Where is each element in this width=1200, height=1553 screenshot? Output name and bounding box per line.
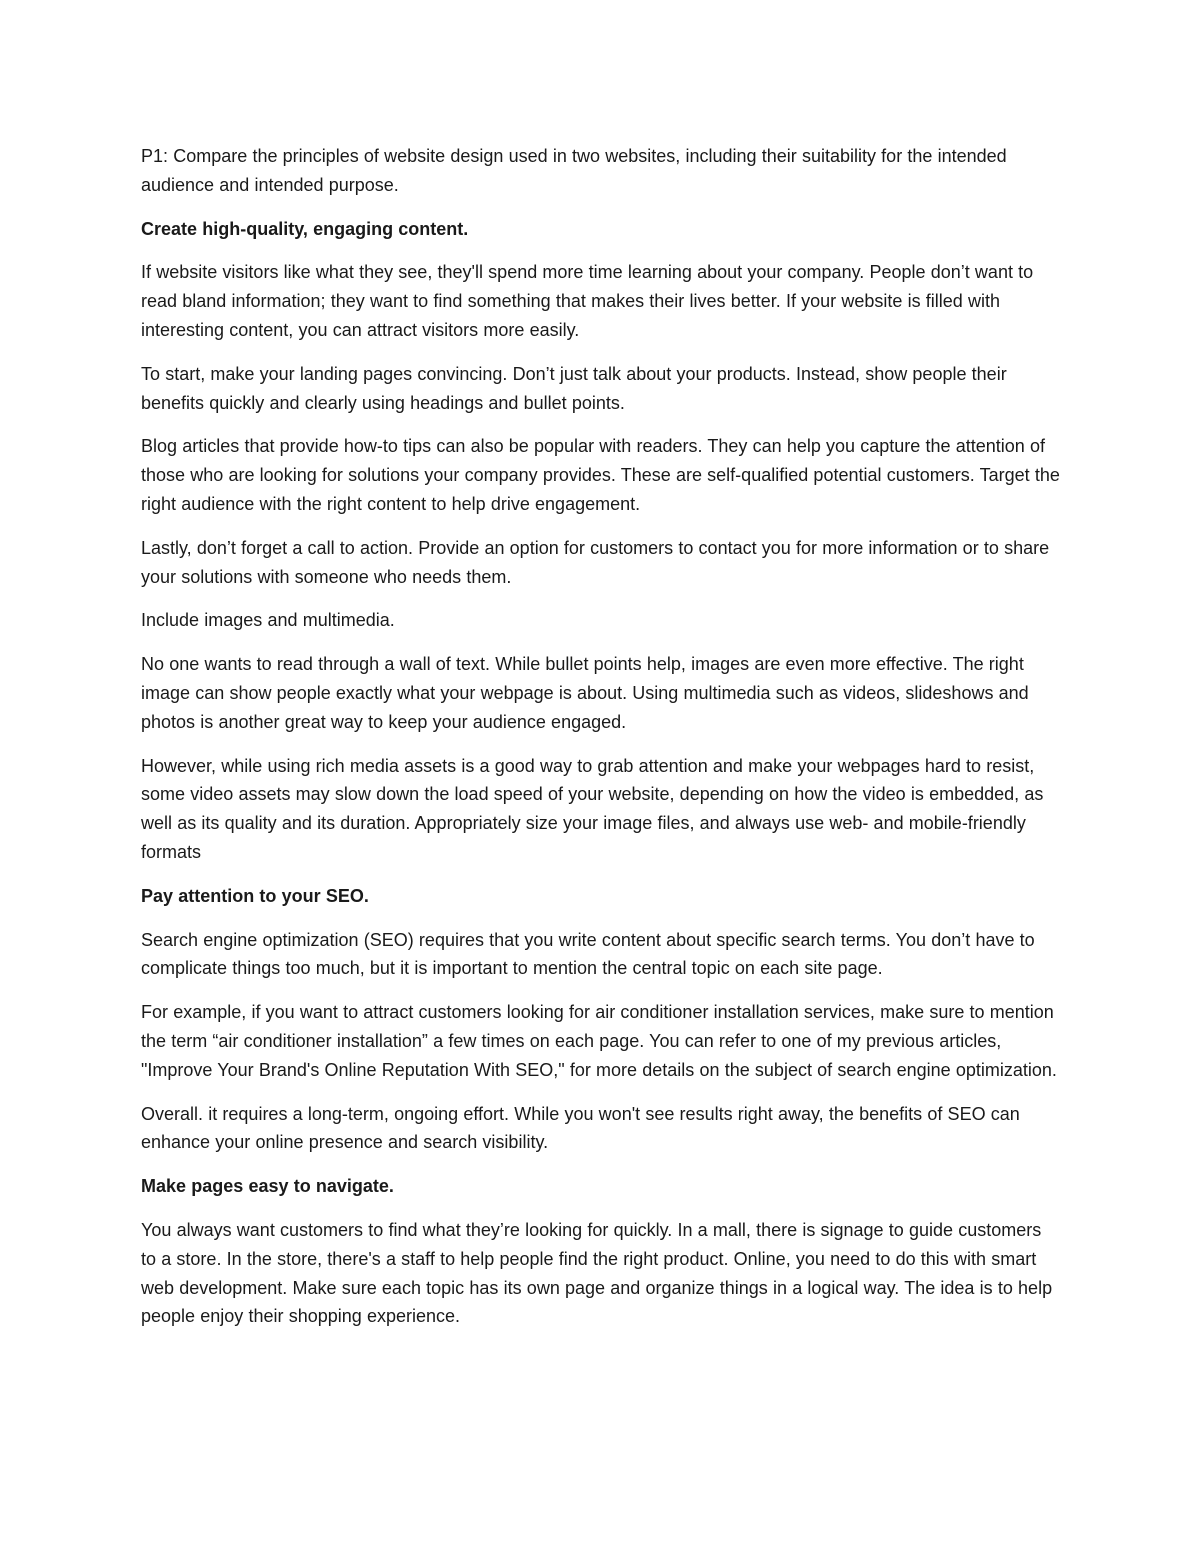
body-paragraph: Search engine optimization (SEO) requires that you write content about specific search terms. You don’t have to complicate things too much, but it is important to mention the central topic on each site page.	[141, 929, 1035, 979]
body-paragraph: To start, make your landing pages convincing. Don’t just talk about your products. Instead, show people their benefits quickly and clearly using headings and bullet points.	[141, 363, 1007, 413]
body-paragraph: You always want customers to find what they’re looking for quickly. In a mall, there is signage to guide customers to a store. In the store, there's a staff to help people find the right product. Online, you need to do this with smart web development. Make sure each topic has its own page and organize things in a logical way. The idea is to help people enjoy their shopping experience.	[141, 1219, 1053, 1327]
body-paragraph: For example, if you want to attract customers looking for air conditioner installation services, make sure to mention the term “air conditioner installation” a few times on each page. You can refer to one of my previous articles, "Improve Your Brand's Online Reputation With SEO," for more details on the subject of search engine optimization.	[141, 1002, 1057, 1080]
body-paragraph: No one wants to read through a wall of text. While bullet points help, images are even more effective. The right image can show people exactly what your webpage is about. Using multimedia such as videos, slideshows and photos is another great way to keep your audience engaged.	[141, 654, 1029, 732]
body-paragraph: Overall. it requires a long-term, ongoing effort. While you won't see results right away, the benefits of SEO can enhance your online presence and search visibility.	[141, 1103, 1020, 1153]
body-paragraph: However, while using rich media assets is a good way to grab attention and make your webpages hard to resist, some video assets may slow down the load speed of your website, depending on how the video is embedded, as well as its quality and its duration. Appropriately size your image files, and always use web- and mobile-friendly formats	[141, 755, 1044, 862]
subheading-images: Include images and multimedia.	[141, 610, 395, 631]
task-prompt: P1: Compare the principles of website design used in two websites, including their suitability for the intended audience and intended purpose.	[141, 146, 1007, 195]
section-heading-seo: Pay attention to your SEO.	[141, 885, 369, 906]
body-paragraph: Lastly, don’t forget a call to action. Provide an option for customers to contact you for more information or to share your solutions with someone who needs them.	[141, 537, 1050, 587]
section-heading-content: Create high-quality, engaging content.	[141, 218, 469, 239]
body-paragraph: Blog articles that provide how-to tips can also be popular with readers. They can help you capture the attention of those who are looking for solutions your company provides. These are self-qualified potential customers. Target the right audience with the right content to help drive engagement.	[141, 436, 1060, 514]
section-heading-navigation: Make pages easy to navigate.	[141, 1176, 394, 1197]
body-paragraph: If website visitors like what they see, they'll spend more time learning about your company. People don’t want to read bland information; they want to find something that makes their lives better. If your website is filled with interesting content, you can attract visitors more easily.	[141, 262, 1034, 340]
